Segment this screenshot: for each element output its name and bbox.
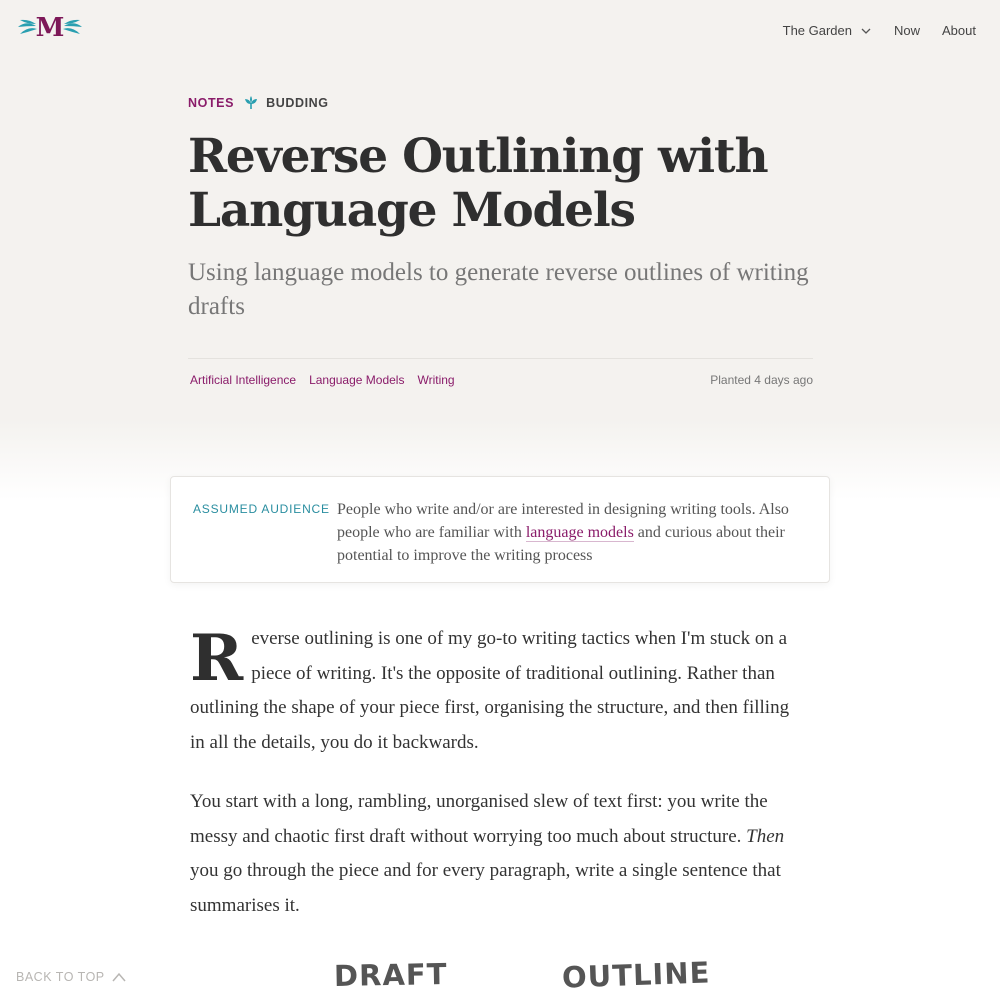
logo-letter: M	[35, 13, 65, 42]
assumed-audience-box	[170, 476, 830, 583]
planted-date: Planted 4 days ago	[710, 373, 813, 387]
post-meta	[188, 96, 813, 110]
drop-cap: R	[190, 621, 244, 696]
site-header	[0, 0, 1000, 62]
language-models-link[interactable]: language models	[525, 524, 634, 541]
paragraph-2-emphasis: Then	[746, 825, 785, 847]
nav-now-label: Now	[894, 23, 921, 38]
audience-text-after: and curious about their potential to improve the writing process	[337, 524, 785, 564]
nav-about[interactable]	[942, 23, 976, 38]
chevron-down-icon	[860, 25, 872, 37]
main-nav	[783, 23, 976, 38]
paragraph-1	[190, 622, 800, 760]
paragraph-2-after: you go through the piece and for every paragraph, write a single sentence that summarises it.	[190, 860, 781, 916]
page-title-line1: Reverse Outlining with	[188, 129, 768, 184]
site-logo[interactable]	[16, 12, 84, 42]
sketch-outline-label: OUTLINE	[561, 955, 711, 995]
paragraph-1-text: everse outlining is one of my go-to writing tactics when I'm stuck on a piece of writing. It's the opposite of traditional outlining. Rather than outlining the shape of your piece first, organising the structure, and then filling in all the details, you do it backwards.	[190, 628, 790, 753]
chevron-up-icon	[111, 971, 127, 983]
audience-text-before: People who write and/or are interested in designing writing tools. Also people who are familiar with	[337, 501, 789, 541]
tag-language-models[interactable]: Language Models	[309, 373, 405, 387]
tag-writing[interactable]: Writing	[417, 373, 455, 387]
nav-the-garden[interactable]	[783, 23, 872, 38]
divider	[188, 358, 813, 359]
assumed-audience-text	[337, 498, 807, 567]
logo-icon	[16, 12, 84, 42]
sketch-draft-label: DRAFT	[333, 957, 448, 993]
assumed-audience-label: ASSUMED AUDIENCE	[193, 502, 330, 516]
tag-list	[188, 373, 455, 387]
sprout-icon	[244, 96, 258, 110]
nav-the-garden-label: The Garden	[782, 23, 852, 38]
nav-now[interactable]	[894, 23, 920, 38]
growth-stage-label: BUDDING	[266, 96, 329, 110]
back-to-top-button[interactable]	[16, 970, 127, 984]
tag-artificial-intelligence[interactable]: Artificial Intelligence	[190, 373, 297, 387]
paragraph-2-before: You start with a long, rambling, unorganised slew of text first: you write the messy and chaotic first draft without worrying too much about structure.	[190, 791, 768, 847]
back-to-top-label: BACK TO TOP	[16, 970, 105, 984]
page-subtitle: Using language models to generate reverse outlines of writing drafts	[188, 259, 809, 320]
tags-row	[188, 373, 813, 387]
page-title-line2: Language Models	[188, 183, 635, 238]
growth-stage	[244, 96, 329, 110]
paragraph-2	[190, 785, 800, 923]
nav-about-label: About	[942, 23, 976, 38]
hero	[188, 96, 813, 387]
page-title	[188, 130, 813, 238]
category-label[interactable]: NOTES	[188, 96, 235, 110]
article-body	[190, 622, 800, 948]
